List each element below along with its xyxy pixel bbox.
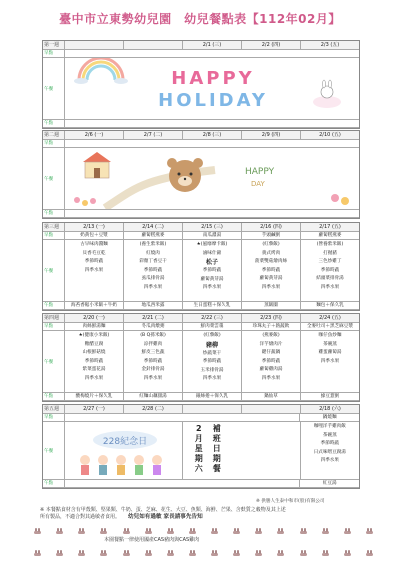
morning-label: 早點 bbox=[43, 140, 65, 148]
bunny-icon bbox=[300, 550, 308, 556]
afternoon-meal: 綠豆薏粥 bbox=[301, 393, 359, 401]
bunny-icon bbox=[145, 528, 153, 534]
dish: 糖醋豆腐 bbox=[84, 341, 104, 347]
bunny-icon bbox=[211, 528, 219, 534]
afternoon-meal: 麵包＋保久乳 bbox=[301, 302, 359, 310]
svg-text:HAPPY: HAPPY bbox=[245, 167, 275, 177]
dish: 四季水果 bbox=[320, 358, 340, 364]
blank-cell bbox=[65, 480, 300, 488]
dish: 打拋豬 bbox=[323, 250, 337, 256]
makeup-char: 六 bbox=[194, 464, 203, 473]
dish: 涼拌雞肉 bbox=[143, 341, 163, 347]
dish: 蘿蔔黃芽湯 bbox=[200, 276, 224, 282]
makeup-text bbox=[213, 424, 221, 474]
morning-meal: 鍋燒麵 bbox=[300, 414, 359, 422]
makeup-char: 星 bbox=[194, 444, 203, 453]
bunny-icon bbox=[277, 550, 285, 556]
date-cell: 2/15 (三) bbox=[183, 223, 242, 232]
bunny-icon bbox=[211, 550, 219, 556]
dish: 咖仔魚炒麵 bbox=[318, 333, 342, 338]
blank-day bbox=[242, 405, 301, 414]
week-5-table bbox=[42, 404, 360, 489]
week-label: 第四週 bbox=[43, 314, 65, 323]
dish: 季節時蔬 bbox=[84, 358, 104, 364]
lunch-menu bbox=[242, 331, 301, 393]
memorial-banner-area bbox=[65, 422, 183, 480]
makeup-char: 補 bbox=[212, 424, 221, 433]
lunch-label: 午餐 bbox=[43, 148, 65, 210]
memorial-title: 228紀念日 bbox=[102, 437, 148, 447]
dish: (紅藜飯) bbox=[203, 333, 221, 338]
dish: 鍵仔蔬鍋 bbox=[261, 350, 281, 355]
dish: 季節時蔬 bbox=[320, 441, 339, 446]
bunny-icon bbox=[300, 528, 308, 534]
dish: 滷味什錦 bbox=[202, 250, 222, 256]
date-cell: 2/22 (三) bbox=[183, 314, 242, 323]
makeup-char: 日 bbox=[212, 444, 221, 453]
happy-holiday-banner bbox=[65, 58, 359, 120]
blank-cell bbox=[65, 140, 359, 148]
dish: 雞蛋蘿蔔湯 bbox=[318, 350, 342, 355]
decor-bunnies-top bbox=[34, 528, 374, 536]
dish: 季節時蔬 bbox=[202, 359, 222, 364]
morning-meal: 蘿蔔糕燕麥 bbox=[124, 232, 183, 240]
makeup-char: 期 bbox=[194, 454, 203, 463]
bunny-icon bbox=[56, 550, 64, 556]
date-cell: 2/21 (二) bbox=[124, 314, 183, 323]
afternoon-meal: 紅豆湯 bbox=[300, 480, 359, 488]
dish: 蘿蔔雞肉湯 bbox=[259, 367, 283, 372]
afternoon-meal: 鍋仙草 bbox=[242, 393, 301, 401]
memorial-day-banner bbox=[65, 422, 183, 480]
date-cell: 2/6 (一) bbox=[65, 131, 124, 140]
bunny-icon bbox=[322, 550, 330, 556]
lunch-menu bbox=[301, 331, 359, 393]
lunch-menu bbox=[301, 240, 359, 302]
makeup-char: 2 bbox=[196, 424, 202, 433]
date-cell: 2/24 (五) bbox=[301, 314, 359, 323]
bunny-icon bbox=[322, 528, 330, 534]
blank-cell bbox=[65, 50, 359, 58]
bunny-icon bbox=[78, 528, 86, 534]
bunny-icon bbox=[189, 528, 197, 534]
dish: 山根鮮菇燒 bbox=[82, 350, 106, 355]
blank-cell bbox=[65, 414, 300, 422]
bunny-icon bbox=[100, 550, 108, 556]
dish: 貝香毛豆乾 bbox=[82, 250, 106, 256]
morning-label: 早點 bbox=[43, 232, 65, 240]
lunch-menu bbox=[65, 240, 124, 302]
dish: (B Q孫米飯) bbox=[140, 333, 166, 338]
dish: 四季水果 bbox=[202, 285, 222, 290]
decor-bunnies-bottom bbox=[34, 550, 374, 558]
makeup-char: 月 bbox=[194, 434, 203, 443]
lunch-label: 午餐 bbox=[43, 422, 65, 480]
bunny-icon bbox=[100, 528, 108, 534]
lunch-menu bbox=[183, 240, 242, 302]
supplier-note: ※ 供膳人生泰中和市(股)有限公司 bbox=[256, 499, 325, 504]
blank-cell bbox=[65, 120, 359, 128]
afternoon-meal: 酸梅燒片＋保久乳 bbox=[65, 393, 124, 401]
afternoon-meal: 海苔香鬆小米飯＋牛奶 bbox=[65, 302, 124, 310]
date-cell: 2/18 (六) bbox=[301, 405, 359, 414]
week-4-table bbox=[42, 313, 360, 402]
dish: 松子 bbox=[205, 259, 218, 266]
bunny-icon bbox=[56, 528, 64, 534]
lunch-menu bbox=[65, 331, 124, 393]
dish: 四季水果 bbox=[143, 375, 163, 381]
dish: 結頭菜排骨湯 bbox=[316, 276, 344, 281]
makeup-char: 班 bbox=[212, 434, 221, 443]
week-1-table bbox=[42, 40, 360, 129]
blank-cell bbox=[65, 210, 359, 218]
blank-day bbox=[183, 405, 242, 414]
happy-day-banner bbox=[65, 148, 359, 210]
holiday-banner-area bbox=[65, 148, 359, 210]
morning-meal: 南瓜濃湯 bbox=[183, 232, 242, 240]
date-cell: 2/28 (二) bbox=[124, 405, 183, 414]
bunny-icon bbox=[123, 528, 131, 534]
makeup-day-note bbox=[183, 422, 301, 480]
makeup-char: 餐 bbox=[212, 464, 221, 473]
dish: 四季水果 bbox=[143, 284, 163, 290]
dish: 季節時蔬 bbox=[202, 268, 222, 273]
bunny-icon bbox=[167, 528, 175, 534]
dish: 四季水果 bbox=[261, 284, 281, 290]
blank-day bbox=[124, 41, 183, 50]
dish: (燕麥飯) bbox=[262, 333, 280, 338]
bunny-icon bbox=[233, 528, 241, 534]
morning-label: 早點 bbox=[43, 50, 65, 58]
dish: 金針排骨湯 bbox=[141, 367, 165, 372]
afternoon-meal: 生日蛋糕＋保久乳 bbox=[183, 302, 242, 310]
allergy-reminder bbox=[128, 514, 400, 521]
date-cell: 2/27 (一) bbox=[65, 405, 124, 414]
morning-meal: 珍珠丸子＋熱蔬飲 bbox=[242, 323, 301, 331]
dish: 紅燒肉 bbox=[146, 250, 160, 256]
dish: ★(健康小米飯) bbox=[78, 333, 110, 338]
bunny-icon bbox=[344, 528, 352, 534]
week-label: 第三週 bbox=[43, 223, 65, 232]
afternoon-label: 午點 bbox=[43, 480, 65, 488]
dish: 四季水果 bbox=[320, 284, 340, 290]
lunch-label: 午餐 bbox=[43, 240, 65, 302]
dish: 三色炒雞丁 bbox=[318, 259, 342, 264]
dish: 季節時蔬 bbox=[143, 358, 163, 364]
dish: 日式味噌豆腐湯 bbox=[313, 449, 346, 455]
holiday-banner-area bbox=[65, 58, 359, 120]
dish: 紫菜蛋花湯 bbox=[82, 367, 106, 372]
makeup-char: 期 bbox=[212, 454, 221, 463]
dish: 炒蔬菜干 bbox=[202, 350, 222, 356]
dish: 茶碗蒸 bbox=[322, 432, 337, 438]
week-label: 第五週 bbox=[43, 405, 65, 414]
dish: 咖哩洋芋雞肉飯 bbox=[313, 424, 346, 429]
date-cell: 2/2 (四) bbox=[242, 41, 301, 50]
allergen-notice-cont: 所有製品，不適合對其過敏者食用。 bbox=[40, 514, 121, 520]
dish: 季節時蔬 bbox=[143, 267, 163, 273]
dish: (紅藜飯) bbox=[262, 242, 280, 247]
dish: 季節時蔬 bbox=[320, 267, 340, 273]
date-cell: 2/10 (五) bbox=[301, 131, 359, 140]
dish: 玉米排骨湯 bbox=[200, 367, 224, 373]
bunny-icon bbox=[366, 528, 374, 534]
afternoon-meal: 蒸飯團 bbox=[242, 302, 301, 310]
allergen-notice: ※ 本餐點食材含有甲殼類、堅果類、牛奶、蛋、芝麻、花生、大豆、魚類、海鮮、芒果、含麩質之穀物及其上述 bbox=[40, 507, 286, 513]
date-cell: 2/8 (三) bbox=[183, 131, 242, 140]
dish: 古早味肉醬麵 bbox=[80, 242, 108, 247]
makeup-side-text bbox=[195, 424, 203, 474]
date-cell: 2/14 (二) bbox=[124, 223, 183, 232]
date-cell: 2/1 (三) bbox=[183, 41, 242, 50]
dish: (營養紫米飯) bbox=[316, 242, 344, 247]
lunch-menu bbox=[183, 331, 242, 393]
date-cell: 2/16 (四) bbox=[242, 223, 301, 232]
blank-day bbox=[65, 41, 124, 50]
afternoon-label: 午點 bbox=[43, 302, 65, 310]
bunny-icon bbox=[34, 550, 42, 556]
dish: 義式烤肉 bbox=[261, 250, 281, 256]
morning-meal: 鮮肉菜雲羹 bbox=[183, 323, 242, 331]
morning-meal: 芋頭鹹粥 bbox=[242, 232, 301, 240]
dish: 菠菜雙菇燴肉絲 bbox=[254, 259, 288, 264]
dish: 四季水果 bbox=[84, 375, 104, 381]
date-cell: 2/20 (一) bbox=[65, 314, 124, 323]
afternoon-meal: 銀絲捲＋保久乳 bbox=[183, 393, 242, 401]
afternoon-meal: 地瓜西米露 bbox=[124, 302, 183, 310]
lunch-menu bbox=[124, 331, 183, 393]
dish: ★(風靡摩卡飯) bbox=[196, 242, 228, 247]
morning-meal: 奶黃包＋豆漿 bbox=[65, 232, 124, 240]
svg-text:DAY: DAY bbox=[251, 180, 265, 188]
afternoon-label: 午點 bbox=[43, 393, 65, 401]
dish: 季節時蔬 bbox=[84, 259, 104, 264]
bunny-icon bbox=[277, 528, 285, 534]
dish: 蘿蔔黃芽湯 bbox=[259, 276, 283, 281]
date-cell: 2/23 (四) bbox=[242, 314, 301, 323]
cas-meat-note: 本園餐點一律使用國產CAS豬肉與CAS雞肉 bbox=[104, 537, 200, 543]
bunny-icon bbox=[233, 550, 241, 556]
bunny-icon bbox=[255, 550, 263, 556]
week-label: 第二週 bbox=[43, 131, 65, 140]
date-cell: 2/13 (一) bbox=[65, 223, 124, 232]
week-3-table bbox=[42, 222, 360, 311]
date-cell: 2/17 (五) bbox=[301, 223, 359, 232]
svg-text:HOLIDAY: HOLIDAY bbox=[158, 90, 268, 111]
lunch-menu bbox=[242, 240, 301, 302]
bunny-icon bbox=[78, 550, 86, 556]
dish: 四季水果 bbox=[202, 376, 222, 381]
morning-label: 早點 bbox=[43, 323, 65, 331]
week-2-table bbox=[42, 130, 360, 219]
afternoon-label: 午點 bbox=[43, 120, 65, 128]
morning-meal: 肉絲鮮湯麵 bbox=[65, 323, 124, 331]
page-title: 臺中市立東勢幼兒園 幼兒餐點表【112年02月】 bbox=[59, 12, 341, 26]
dish: 虱瓜排骨湯 bbox=[141, 276, 165, 281]
dish: 彩顏丁香豆干 bbox=[139, 259, 167, 264]
dish: (養生紫米飯) bbox=[139, 242, 167, 247]
date-cell: 2/3 (五) bbox=[301, 41, 359, 50]
dish: 季節時蔬 bbox=[261, 358, 281, 364]
morning-meal: 冬瓜肉燉粥 bbox=[124, 323, 183, 331]
lunch-menu bbox=[301, 422, 359, 480]
dish: 洋芋燴肉片 bbox=[259, 341, 283, 347]
week-label: 第一週 bbox=[43, 41, 65, 50]
bunny-icon bbox=[34, 528, 42, 534]
lunch-label: 午餐 bbox=[43, 331, 65, 393]
dish: 四季水果 bbox=[84, 267, 104, 273]
bunny-icon bbox=[366, 550, 374, 556]
afternoon-meal: 紅麵山藕甜湯 bbox=[124, 393, 183, 401]
svg-text:HAPPY: HAPPY bbox=[171, 68, 255, 89]
dish: 季節時蔬 bbox=[261, 267, 281, 273]
bunny-icon bbox=[344, 550, 352, 556]
dish: 茶碗蒸 bbox=[323, 341, 337, 347]
afternoon-label: 午點 bbox=[43, 210, 65, 218]
lunch-menu bbox=[124, 240, 183, 302]
lunch-label: 午餐 bbox=[43, 58, 65, 120]
dish: 四季水果 bbox=[261, 375, 281, 381]
bunny-icon bbox=[189, 550, 197, 556]
morning-meal: 全麥吐司＋黑芝麻豆漿 bbox=[301, 323, 359, 331]
date-cell: 2/7 (二) bbox=[124, 131, 183, 140]
bunny-icon bbox=[145, 550, 153, 556]
dish: 四季水果 bbox=[320, 458, 339, 463]
allergy-reminder-text: 幼兒如有過敏 家長請事先告知 bbox=[128, 514, 203, 520]
bunny-icon bbox=[123, 550, 131, 556]
dish: 豬柳 bbox=[205, 341, 218, 349]
morning-label: 早點 bbox=[43, 414, 65, 422]
bunny-icon bbox=[167, 550, 175, 556]
date-cell: 2/9 (四) bbox=[242, 131, 301, 140]
morning-meal: 蘿蔔糕燕麥 bbox=[301, 232, 359, 240]
bunny-icon bbox=[255, 528, 263, 534]
dish: 鮮皮三色蔬 bbox=[141, 350, 165, 355]
